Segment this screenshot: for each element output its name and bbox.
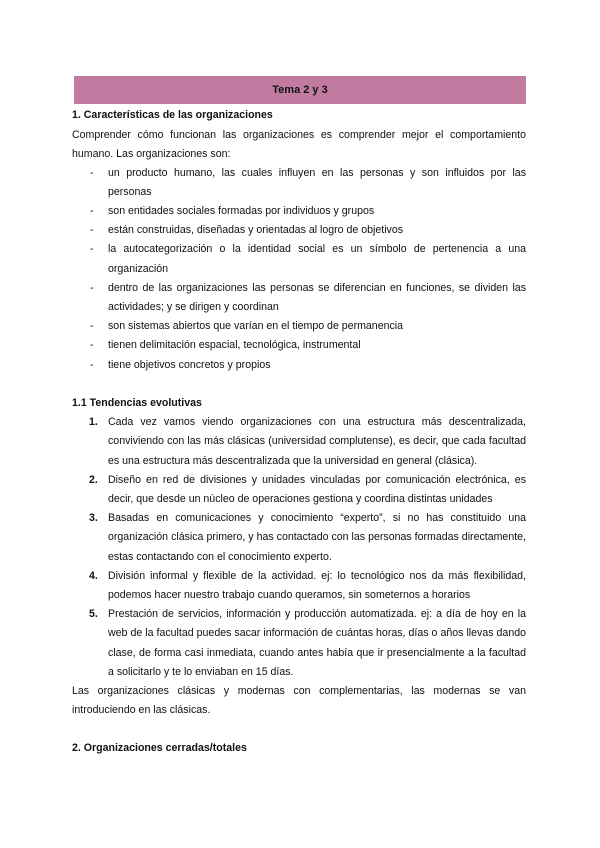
list-item-text: son sistemas abiertos que varían en el tiempo de permanencia bbox=[108, 320, 404, 333]
list-item-text: están construidas, diseñadas y orientadas al logro de objetivos bbox=[108, 224, 404, 237]
list-item bbox=[72, 202, 526, 221]
list-item bbox=[72, 221, 526, 240]
list-item-text: dentro de las organizaciones las personas se diferencian en funciones, se dividen las actividades; y se dirigen y coordinan bbox=[108, 281, 526, 313]
section-heading: 1. Características de las organizaciones bbox=[72, 109, 273, 121]
list-item-text: tienen delimitación espacial, tecnológica, instrumental bbox=[108, 339, 361, 352]
dash-marker: - bbox=[90, 281, 94, 294]
characteristics-list bbox=[72, 164, 526, 375]
list-item-text: la autocategorización o la identidad social es un símbolo de pertenencia a una organización bbox=[108, 243, 526, 275]
list-item-text: Cada vez vamos viendo organizaciones con una estructura más descentralizada, conviviendo con las más clásicas (universidad complutense), es decir, que cada facultad es una estructura más descentralizada que la universidad en general (clásica). bbox=[108, 416, 526, 467]
list-item bbox=[72, 279, 526, 317]
list-item bbox=[72, 413, 526, 471]
dash-marker: - bbox=[90, 204, 94, 217]
list-item-text: División informal y flexible de la actividad. ej: lo tecnológico nos da más flexibilidad, podemos hacer nuestro trabajo cuando queramos, sin someternos a horarios bbox=[108, 569, 526, 602]
list-item-text: Prestación de servicios, información y producción automatizada. ej: a día de hoy en la web de la facultad puedes sacar información de cuántas horas, días o años llevas dando clase, de forma casi inmediata, cuando antes había que ir presencialmente a la facultad a solicitarlo y te lo enviaban en 15 días. bbox=[108, 608, 526, 678]
list-item bbox=[72, 567, 526, 605]
paragraph: Comprender cómo funcionan las organizaciones es comprender mejor el comportamiento humano. Las organizaciones son: bbox=[72, 128, 526, 160]
dash-marker: - bbox=[90, 339, 94, 352]
number-marker: 2. bbox=[89, 473, 98, 486]
list-item bbox=[72, 240, 526, 278]
list-item bbox=[72, 317, 526, 336]
trends-list bbox=[72, 413, 526, 682]
number-marker: 4. bbox=[89, 569, 98, 582]
topic-banner bbox=[74, 76, 526, 104]
list-item-text: tiene objetivos concretos y propios bbox=[108, 358, 271, 371]
number-marker: 3. bbox=[89, 512, 98, 525]
dash-marker: - bbox=[90, 320, 94, 333]
list-item-text: Diseño en red de divisiones y unidades vinculadas por comunicación electrónica, es decir, que desde un núcleo de operaciones gestiona y coordina distintas unidades bbox=[108, 473, 526, 506]
section-heading: 1.1 Tendencias evolutivas bbox=[72, 396, 202, 409]
paragraph: Las organizaciones clásicas y modernas con complementarias, las modernas se van introduciendo en las clásicas. bbox=[72, 685, 526, 717]
dash-marker: - bbox=[90, 243, 94, 256]
dash-marker: - bbox=[90, 358, 94, 371]
list-item bbox=[72, 509, 526, 567]
list-item-text: un producto humano, las cuales influyen en las personas y son influidos por las personas bbox=[108, 166, 526, 198]
list-item bbox=[72, 356, 526, 375]
list-item bbox=[72, 471, 526, 509]
list-item-text: Basadas en comunicaciones y conocimiento “experto”, si no has constituido una organización clásica primero, y has contactado con las personas formadas directamente, estas contactando con el conocimiento experto. bbox=[108, 512, 526, 563]
dash-marker: - bbox=[90, 224, 94, 237]
dash-marker: - bbox=[90, 166, 94, 179]
list-item bbox=[72, 164, 526, 202]
number-marker: 5. bbox=[89, 608, 98, 621]
section-heading: 2. Organizaciones cerradas/totales bbox=[72, 742, 247, 755]
list-item bbox=[72, 605, 526, 682]
number-marker: 1. bbox=[89, 416, 98, 429]
list-item bbox=[72, 336, 526, 355]
banner-title: Tema 2 y 3 bbox=[272, 84, 328, 96]
list-item-text: son entidades sociales formadas por individuos y grupos bbox=[108, 204, 375, 217]
document-body bbox=[72, 106, 526, 759]
